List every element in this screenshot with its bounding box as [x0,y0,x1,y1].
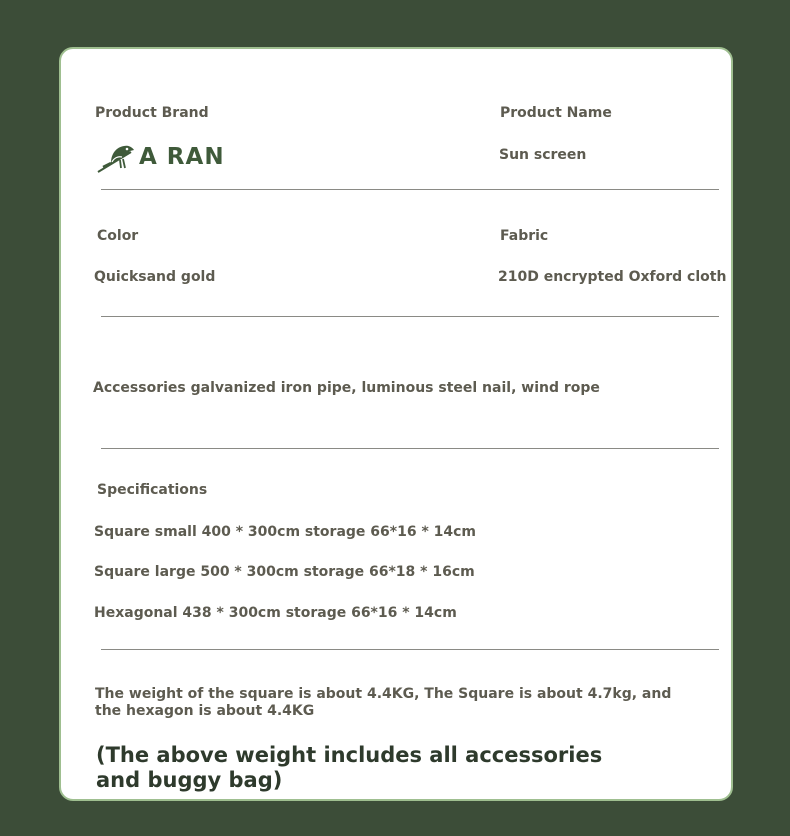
accessories-text: Accessories galvanized iron pipe, luminous steel nail, wind rope [93,380,600,396]
color-label: Color [97,228,139,244]
logo-wordmark: A RAN [139,144,225,170]
brand-logo [97,141,225,173]
product-name-label: Product Name [500,105,612,121]
product-info-card [59,47,733,801]
bird-logo-icon [97,141,137,173]
color-value: Quicksand gold [94,269,216,285]
divider [101,448,719,449]
fabric-label: Fabric [500,228,549,244]
spec-item: Square small 400 * 300cm storage 66*16 * 14cm [94,524,477,540]
specifications-label: Specifications [97,482,208,498]
divider [101,649,719,650]
fabric-value: 210D encrypted Oxford cloth [498,269,727,285]
divider [101,316,719,317]
brand-label: Product Brand [95,105,209,121]
weight-note: (The above weight includes all accessories and buggy bag) [96,743,603,792]
spec-item: Square large 500 * 300cm storage 66*18 * 16cm [94,564,475,580]
weight-text: The weight of the square is about 4.4KG, The Square is about 4.7kg, and the hexagon is about 4.4KG [95,686,672,719]
spec-item: Hexagonal 438 * 300cm storage 66*16 * 14cm [94,605,457,621]
divider [101,189,719,190]
product-name-value: Sun screen [499,147,587,163]
